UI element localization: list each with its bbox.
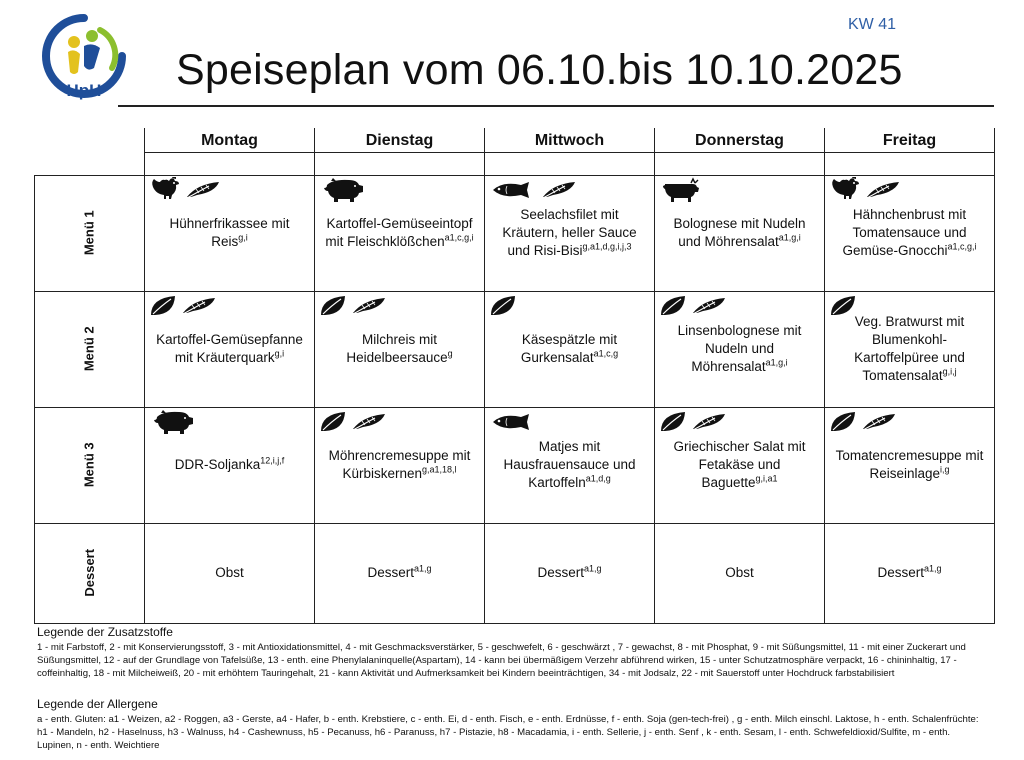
dish-icons xyxy=(319,412,387,438)
feather-icon xyxy=(691,412,727,437)
allergen-codes: g,i,a1 xyxy=(755,473,778,484)
dish-text xyxy=(877,565,941,580)
dish-icons xyxy=(659,180,699,206)
chicken-icon xyxy=(829,177,861,208)
dish-icons xyxy=(489,412,537,438)
day-header: Mittwoch xyxy=(485,128,655,152)
dish-name: Milchreis mit Heidelbeersauce xyxy=(346,331,448,365)
feather-icon xyxy=(185,180,221,205)
allergen-codes: 12,i,j,f xyxy=(260,455,285,466)
cow-icon xyxy=(659,177,699,208)
dish-text xyxy=(678,323,802,374)
leaf-icon xyxy=(659,410,687,439)
dish-name: Käsespätzle mit Gurkensalat xyxy=(520,331,618,365)
additives-legend xyxy=(37,625,987,681)
day-header: Donnerstag xyxy=(655,128,825,152)
day-header: Montag xyxy=(145,128,315,152)
dish-text xyxy=(325,216,473,249)
dish-cell xyxy=(145,407,315,523)
dish-cell xyxy=(485,175,655,291)
allergen-codes: i,g xyxy=(940,464,950,475)
corner-cell xyxy=(35,128,145,152)
dish-icons xyxy=(319,180,365,206)
allergen-codes: a1,d,g xyxy=(585,473,611,484)
allergen-codes: g,i,j xyxy=(942,366,957,377)
dish-name: Dessert xyxy=(367,564,414,580)
dish-name: Dessert xyxy=(877,564,924,580)
allergen-codes: g,i xyxy=(274,348,285,359)
dish-text xyxy=(673,439,805,490)
dish-cell xyxy=(655,523,825,623)
dish-cell xyxy=(145,291,315,407)
row-label: Menü 1 xyxy=(81,210,97,256)
dish-text xyxy=(673,216,805,249)
dish-cell xyxy=(825,175,995,291)
dish-name: DDR-Soljanka xyxy=(174,456,261,472)
leaf-icon xyxy=(489,294,517,323)
dish-cell xyxy=(315,175,485,291)
pig-icon xyxy=(319,177,365,208)
dish-text xyxy=(836,448,984,481)
allergen-codes: a1,g xyxy=(923,563,942,574)
row-label: Dessert xyxy=(81,548,97,597)
dish-name: Hühnerfrikassee mit Reis xyxy=(169,215,290,249)
dish-text xyxy=(725,565,754,580)
dish-name: Matjes mit Hausfrauensauce und Kartoffeln xyxy=(503,438,636,491)
dish-icons xyxy=(659,412,727,438)
day-header: Dienstag xyxy=(315,128,485,152)
dish-text xyxy=(854,314,965,384)
dish-icons xyxy=(319,296,387,322)
row-label-cell xyxy=(35,407,145,523)
allergens-legend xyxy=(37,697,987,753)
row-label: Menü 3 xyxy=(81,442,97,488)
dish-name: Kartoffel-Gemüsepfanne mit Kräuterquark xyxy=(156,331,303,365)
allergens-legend-text: a - enth. Gluten: a1 - Weizen, a2 - Roggen, a3 - Gerste, a4 - Hafer, b - enth. Krebstiere, c - enth. Ei, d - enth. Fisch, e - enth. Erdnüsse, f - enth. Soja (gen-tech-frei) , g - enth. Milch einschl. Laktose, h - enth. Schalenfrüchte: h1 - Mandeln, h2 - Haselnuss, h3 - Walnuss, h4 - Cashewnuss, h5 - Pecanuss, h6 - Paranuss, h7 - Pistazie, h8 - Macadamia, i - enth. Sellerie, j - enth. Senf , k - enth. Sesam, l - enth. Schwefeldioxid/Sulfite, m - enth. Lupinen, n - enth. Weichtiere xyxy=(37,714,979,752)
dish-cell xyxy=(825,523,995,623)
svg-text:HpH: HpH xyxy=(66,81,102,100)
dish-cell xyxy=(655,291,825,407)
pig-icon xyxy=(149,409,195,440)
allergen-codes: g xyxy=(447,348,453,359)
dish-cell xyxy=(315,407,485,523)
dish-text xyxy=(346,332,452,365)
dish-name: Kartoffel-Gemüseeintopf mit Fleischklößchen xyxy=(325,215,473,249)
dish-name: Veg. Bratwurst mit Blumenkohl-Kartoffelpüree und Tomatensalat xyxy=(854,313,965,384)
allergen-codes: g,a1,d,g,i,j,3 xyxy=(582,241,632,252)
dish-name: Linsenbolognese mit Nudeln und Möhrensalat xyxy=(677,322,802,375)
dish-cell xyxy=(315,291,485,407)
menu-row xyxy=(35,291,995,407)
dish-cell xyxy=(825,291,995,407)
menu-row xyxy=(35,407,995,523)
spacer-row xyxy=(35,152,995,175)
dish-name: Hähnchenbrust mit Tomatensauce und Gemüse-Gnocchi xyxy=(842,206,967,259)
fish-icon xyxy=(489,412,537,437)
dish-text xyxy=(215,565,244,580)
dish-text xyxy=(169,216,289,249)
leaf-icon xyxy=(319,410,347,439)
feather-icon xyxy=(861,412,897,437)
leaf-icon xyxy=(829,294,857,323)
leaf-icon xyxy=(149,294,177,323)
dish-icons xyxy=(829,296,857,322)
dish-text xyxy=(521,332,618,365)
dish-icons xyxy=(489,180,577,206)
dish-text xyxy=(367,565,431,580)
dish-text xyxy=(842,207,976,258)
allergen-codes: a1,c,g,i xyxy=(444,232,474,243)
allergen-codes: g,i xyxy=(238,232,248,243)
menu-row xyxy=(35,523,995,623)
dish-icons xyxy=(149,412,195,438)
dish-icons xyxy=(489,296,517,322)
dish-icons xyxy=(829,412,897,438)
allergens-legend-title: Legende der Allergene xyxy=(37,697,158,711)
leaf-icon xyxy=(829,410,857,439)
day-header: Freitag xyxy=(825,128,995,152)
row-label: Menü 2 xyxy=(81,326,97,372)
allergen-codes: a1,g xyxy=(413,563,432,574)
dish-cell xyxy=(145,523,315,623)
dish-icons xyxy=(659,296,727,322)
dish-icons xyxy=(149,296,217,322)
dish-name: Tomatencremesuppe mit Reiseinlage xyxy=(835,447,984,481)
dish-icons xyxy=(829,180,901,206)
dish-cell xyxy=(655,407,825,523)
dish-text xyxy=(537,565,601,580)
feather-icon xyxy=(691,296,727,321)
dish-text xyxy=(156,332,303,365)
dish-name: Möhrencremesuppe mit Kürbiskernen xyxy=(328,447,471,481)
allergen-codes: a1,g,i xyxy=(765,357,788,368)
allergen-codes: a1,c,g,i xyxy=(947,241,977,252)
menu-row xyxy=(35,175,995,291)
dish-cell xyxy=(485,523,655,623)
leaf-icon xyxy=(319,294,347,323)
allergen-codes: g,a1,18,l xyxy=(422,464,457,475)
allergen-codes: a1,g xyxy=(583,563,602,574)
feather-icon xyxy=(351,296,387,321)
dish-text xyxy=(502,207,636,258)
dish-cell xyxy=(485,291,655,407)
dish-cell xyxy=(145,175,315,291)
dish-name: Bolognese mit Nudeln und Möhrensalat xyxy=(673,215,806,249)
dish-cell xyxy=(825,407,995,523)
page-title: Speiseplan vom 06.10.bis 10.10.2025 xyxy=(176,46,903,94)
dish-name: Griechischer Salat mit Fetakäse und Baguette xyxy=(673,438,806,491)
chicken-icon xyxy=(149,177,181,208)
feather-icon xyxy=(181,296,217,321)
dish-name: Dessert xyxy=(537,564,584,580)
allergen-codes: a1,g,i xyxy=(778,232,801,243)
row-label-cell xyxy=(35,291,145,407)
feather-icon xyxy=(865,180,901,205)
dish-cell xyxy=(485,407,655,523)
dish-text xyxy=(503,439,635,490)
dish-name: Obst xyxy=(725,564,754,580)
feather-icon xyxy=(541,180,577,205)
allergen-codes: a1,c,g xyxy=(593,348,619,359)
row-label-cell xyxy=(35,175,145,291)
dish-cell xyxy=(315,523,485,623)
additives-legend-title: Legende der Zusatzstoffe xyxy=(37,625,173,639)
dish-cell xyxy=(655,175,825,291)
calendar-week-label: KW 41 xyxy=(848,16,897,33)
menu-table xyxy=(34,128,995,624)
dish-icons xyxy=(149,180,221,206)
additives-legend-text: 1 - mit Farbstoff, 2 - mit Konservierungsstoff, 3 - mit Antioxidationsmittel, 4 - mit Geschmacksverstärker, 5 - geschwefelt, 6 - geschwärzt , 7 - gewachst, 8 - mit Phosphat, 9 - mit Süßungsmittel, 11 - mit einer Zuckerart und Süßungsmittel, 12 - auf der Grundlage von Tafelsüße, 13 - enth. eine Phenylalaninquelle(Aspartam), 14 - kann bei übermäßigem Verzehr abführend wirken, 15 - unter Schutzatmosphäre verpackt, 16 - chininhaltig, 17 - coffeinhaltig, 18 - mit Milcheiweiß, 20 - mit erhöhtem Tauringehalt, 21 - kann Aktivität und Aufmerksamkeit bei Kindern beeinträchtigen, 34 - mit Jodsalz, 22 - mit Sauerstoff unter Hochdruck farbstabilisiert xyxy=(37,642,966,680)
fish-icon xyxy=(489,180,537,205)
feather-icon xyxy=(351,412,387,437)
dish-name: Obst xyxy=(215,564,244,580)
hph-logo xyxy=(38,10,130,102)
row-label-cell xyxy=(35,523,145,623)
dish-text xyxy=(175,457,285,472)
dish-name: Seelachsfilet mit Kräutern, heller Sauce und Risi-Bisi xyxy=(502,206,637,259)
title-divider xyxy=(118,105,994,107)
dish-text xyxy=(329,448,471,481)
leaf-icon xyxy=(659,294,687,323)
